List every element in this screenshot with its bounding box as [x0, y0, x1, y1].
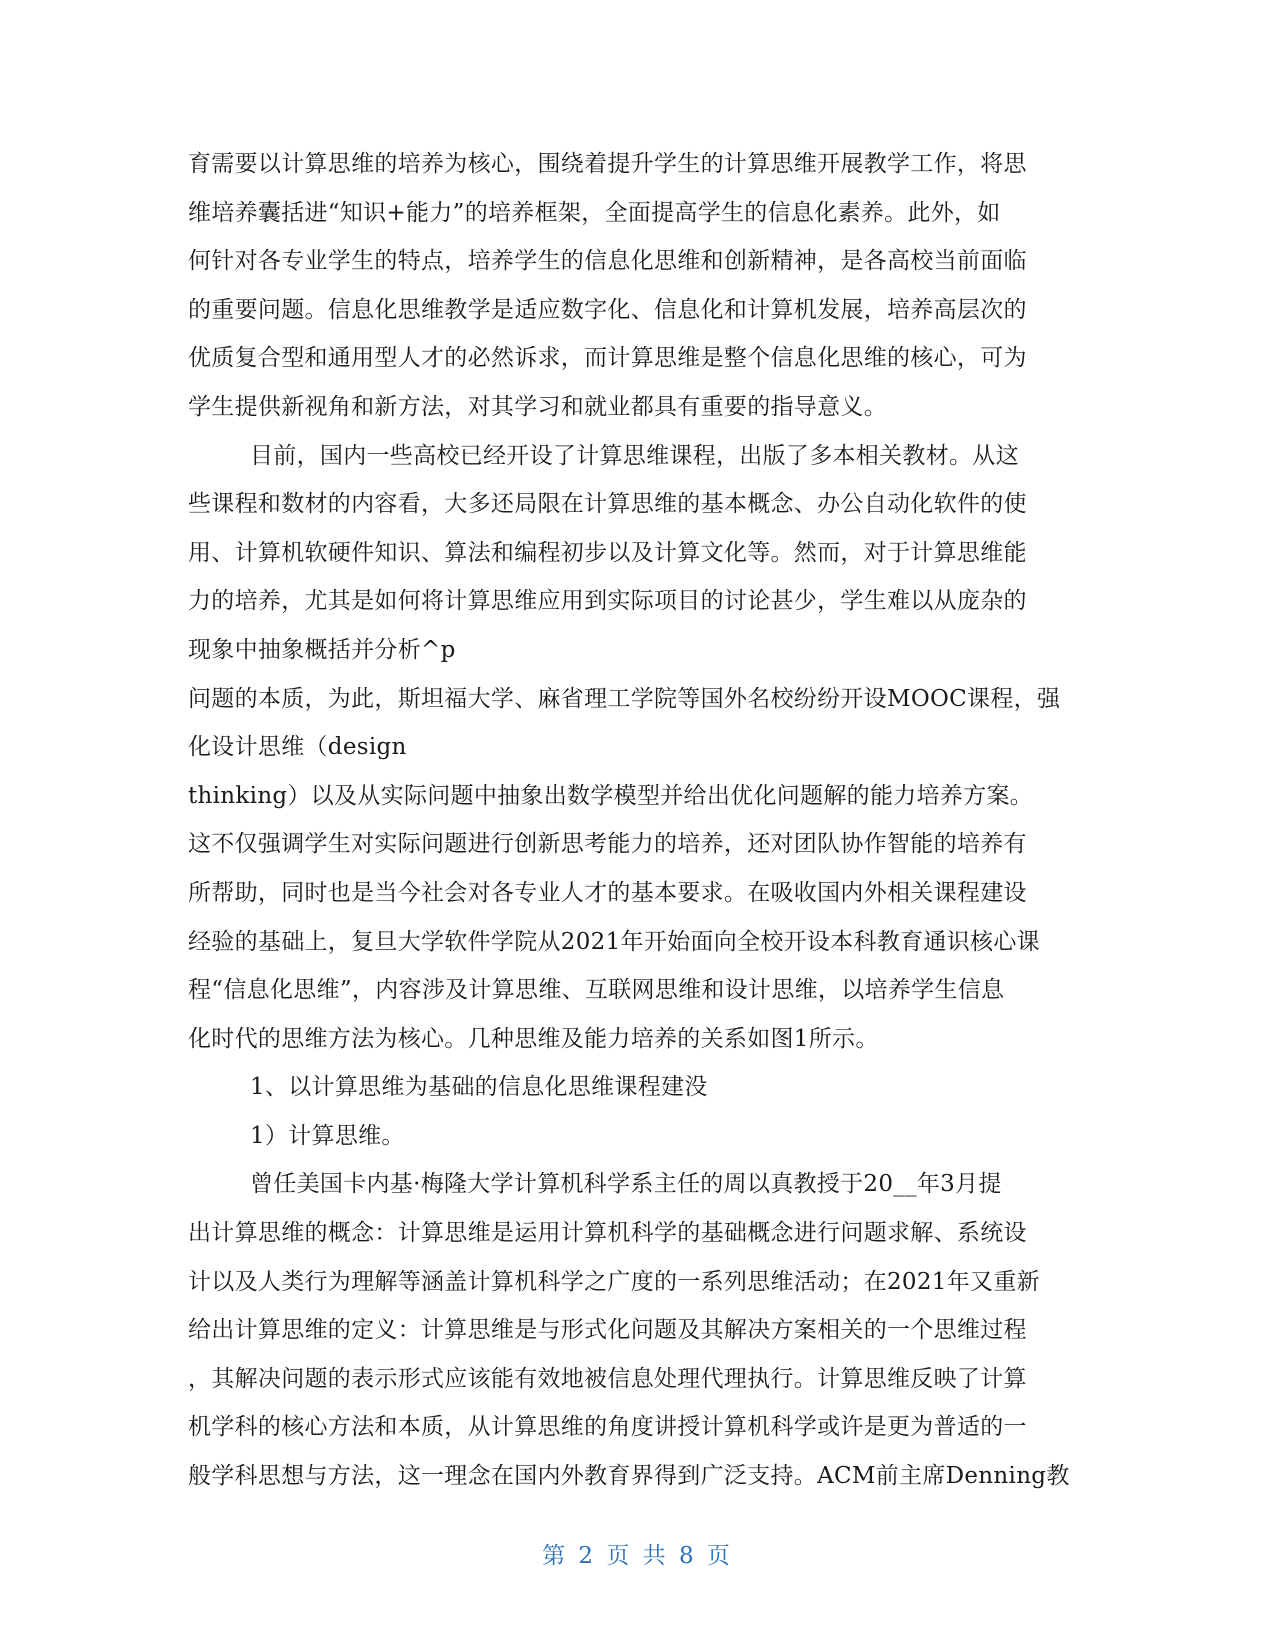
text-line: 1、以计算思维为基础的信息化思维课程建没: [250, 1074, 708, 1101]
text-line: 些课程和数材的内容看，大多还局限在计算思维的基本概念、办公自动化软件的使: [188, 491, 1027, 518]
text-line: 般学科思想与方法，这一理念在国内外教育界得到广泛支持。ACM前主席Denning教: [188, 1463, 1070, 1490]
page-number-footer: 第 2 页 共 8 页: [542, 1543, 733, 1569]
text-line: 优质复合型和通用型人才的必然诉求，而计算思维是整个信息化思维的核心，可为: [188, 345, 1027, 372]
text-line: 化设计思维（design: [188, 734, 407, 761]
text-line: 何针对各专业学生的特点，培养学生的信息化思维和创新精神，是各高校当前面临: [188, 248, 1027, 275]
text-line: 程“信息化思维”，内容涉及计算思维、互联网思维和设计思维，以培养学生信息: [188, 977, 1005, 1004]
text-line: ，其解决问题的表示形式应该能有效地被信息处理代理执行。计算思维反映了计算: [188, 1365, 1027, 1392]
text-line: 曾任美国卡内基·梅隆大学计算机科学系主任的周以真教授于20__年3月提: [250, 1171, 1002, 1198]
text-line: 给出计算思维的定义：计算思维是与形式化问题及其解决方案相关的一个思维过程: [188, 1317, 1027, 1344]
text-line: 现象中抽象概括并分析^p: [188, 636, 456, 663]
text-line: 学生提供新视角和新方法，对其学习和就业都具有重要的指导意义。: [188, 393, 887, 420]
text-line: 力的培养，尤其是如何将计算思维应用到实际项目的讨论甚少，学生难以从庞杂的: [188, 588, 1027, 615]
text-line: 用、计算机软硬件知识、算法和编程初步以及计算文化等。然而，对于计算思维能: [188, 539, 1027, 566]
text-line: 化时代的思维方法为核心。几种思维及能力培养的关系如图1所示。: [188, 1025, 879, 1052]
text-line: 计以及人类行为理解等涵盖计算机科学之广度的一系列思维活动；在2021年又重新: [188, 1268, 1040, 1295]
text-line: 机学科的核心方法和本质，从计算思维的角度讲授计算机科学或许是更为普适的一: [188, 1414, 1027, 1441]
text-line: 的重要问题。信息化思维教学是适应数字化、信息化和计算机发展，培养高层次的: [188, 296, 1027, 323]
body-text: [188, 140, 1088, 1501]
text-line: 目前，国内一些高校已经开设了计算思维课程，出版了多本相关教材。从这: [250, 442, 1019, 469]
text-line: 育需要以计算思维的培养为核心，围绕着提升学生的计算思维开展教学工作，将思: [188, 151, 1027, 177]
text-line: thinking）以及从实际问题中抽象出数学模型并给出优化问题解的能力培养方案。: [188, 782, 1034, 809]
text-line: 经验的基础上，复旦大学软件学院从2021年开始面向全校开设本科教育通识核心课: [188, 928, 1040, 955]
text-line: 所帮助，同时也是当今社会对各专业人才的基本要求。在吸收国内外相关课程建设: [188, 879, 1027, 906]
text-line: 1）计算思维。: [250, 1122, 405, 1149]
text-line: 维培养囊括进“知识+能力”的培养框架，全面提高学生的信息化素养。此外，如: [188, 199, 1001, 226]
text-line: 问题的本质，为此，斯坦福大学、麻省理工学院等国外名校纷纷开设MOOC课程，强: [188, 685, 1061, 712]
text-line: 出计算思维的概念：计算思维是运用计算机科学的基础概念进行问题求解、系统设: [188, 1220, 1027, 1247]
text-line: 这不仅强调学生对实际问题进行创新思考能力的培养，还对团队协作智能的培养有: [188, 831, 1027, 858]
